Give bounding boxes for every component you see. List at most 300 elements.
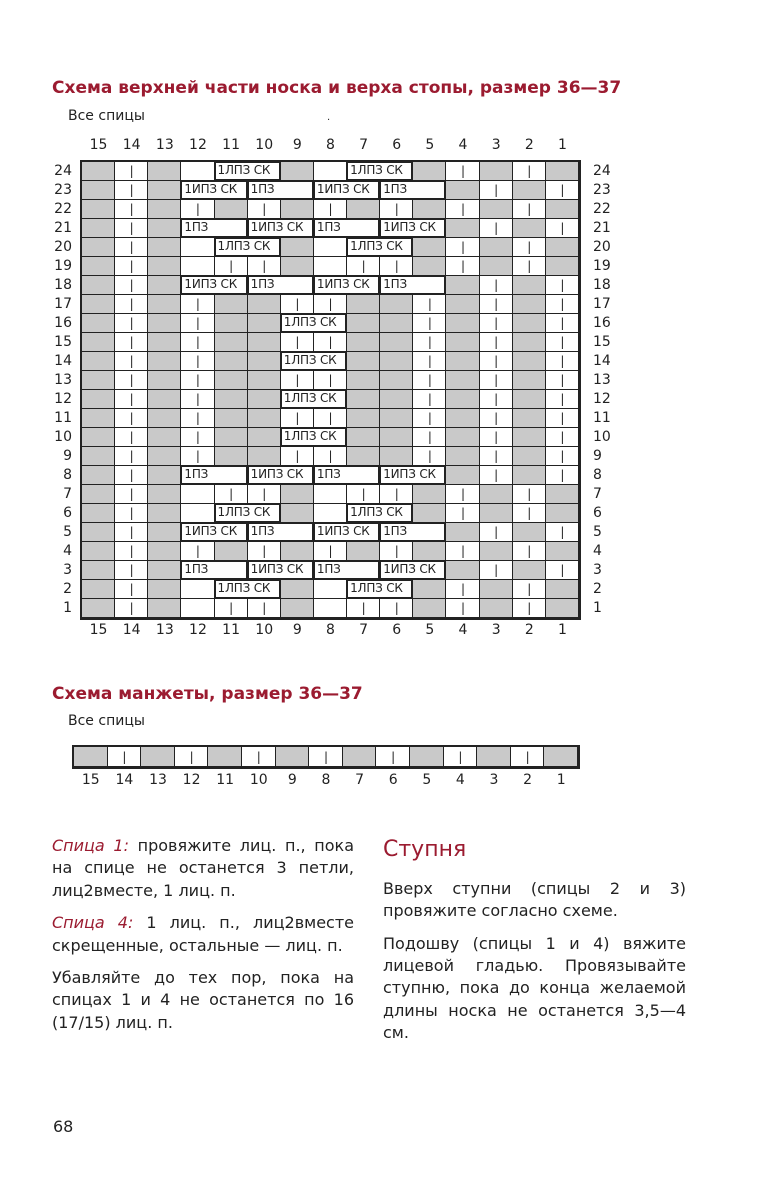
chart-cell xyxy=(513,428,546,447)
chart-cell xyxy=(248,371,281,390)
knit-stitch-mark: | xyxy=(129,316,134,330)
chart-cell xyxy=(446,181,479,200)
chart1-left-row-label: 18 xyxy=(54,277,72,293)
knit-stitch-mark: | xyxy=(527,601,532,615)
cable-symbol: 1ЛПЗ СК xyxy=(214,237,281,257)
chart-cell xyxy=(347,390,380,409)
chart-cell xyxy=(446,352,479,371)
knit-stitch-mark: | xyxy=(394,202,399,216)
knit-stitch-mark: | xyxy=(527,164,532,178)
chart1-right-row-label: 5 xyxy=(593,524,602,540)
col-label: 4 xyxy=(455,772,465,788)
chart-cell xyxy=(513,409,546,428)
knit-stitch-mark: | xyxy=(560,278,565,292)
chart2-grid xyxy=(72,745,580,769)
left-column xyxy=(52,835,354,1044)
cable-symbol: 1ПЗ xyxy=(247,522,314,542)
chart-cell xyxy=(82,485,115,504)
chart-cell xyxy=(380,428,413,447)
chart-cell xyxy=(181,504,214,523)
chart-cell xyxy=(148,295,181,314)
knit-stitch-mark: | xyxy=(527,259,532,273)
chart-cell xyxy=(314,599,347,618)
chart-cell xyxy=(314,257,347,276)
knit-stitch-mark: | xyxy=(295,335,300,349)
chart-cell xyxy=(148,371,181,390)
chart-cell xyxy=(343,747,377,767)
knit-stitch-mark: | xyxy=(391,749,396,764)
chart1-right-row-label: 12 xyxy=(593,391,611,407)
col-label: 3 xyxy=(491,137,501,153)
knit-stitch-mark: | xyxy=(461,202,466,216)
col-label: 10 xyxy=(255,137,274,153)
cable-symbol: 1ИПЗ СК xyxy=(313,522,380,542)
cable-symbol: 1ПЗ xyxy=(180,560,247,580)
chart-cell xyxy=(148,485,181,504)
knit-stitch-mark: | xyxy=(195,449,200,463)
col-label: 2 xyxy=(523,772,533,788)
needle-1-label: Спица 1: xyxy=(52,836,129,855)
knit-stitch-mark: | xyxy=(560,563,565,577)
col-label: 7 xyxy=(359,137,369,153)
col-label: 14 xyxy=(122,622,141,638)
knit-stitch-mark: | xyxy=(494,525,499,539)
knit-stitch-mark: | xyxy=(560,183,565,197)
chart-cell xyxy=(148,466,181,485)
right-column xyxy=(383,835,686,1055)
knit-stitch-mark: | xyxy=(394,259,399,273)
chart-cell xyxy=(82,390,115,409)
foot-heading: Ступня xyxy=(383,837,467,862)
chart-cell xyxy=(82,352,115,371)
chart-cell xyxy=(82,428,115,447)
knit-stitch-mark: | xyxy=(129,506,134,520)
chart-cell xyxy=(446,219,479,238)
chart-cell xyxy=(148,504,181,523)
chart-cell xyxy=(82,409,115,428)
chart-cell xyxy=(446,295,479,314)
cable-symbol: 1ИПЗ СК xyxy=(247,218,314,238)
col-label: 15 xyxy=(89,622,108,638)
chart-cell xyxy=(82,542,115,561)
chart-cell xyxy=(477,747,511,767)
knit-stitch-mark: | xyxy=(394,487,399,501)
knit-stitch-mark: | xyxy=(129,582,134,596)
chart-cell xyxy=(513,466,546,485)
cable-symbol: 1ПЗ xyxy=(313,218,380,238)
paragraph-foot-top: Вверх ступни (спицы 2 и 3) провяжите согласно схеме. xyxy=(383,878,686,921)
chart-cell xyxy=(215,352,248,371)
col-label: 6 xyxy=(388,772,398,788)
cable-symbol: 1ПЗ xyxy=(379,180,446,200)
chart-cell xyxy=(82,162,115,181)
chart1-right-row-label: 15 xyxy=(593,334,611,350)
chart-cell xyxy=(82,200,115,219)
chart-cell xyxy=(446,428,479,447)
chart-cell xyxy=(413,162,446,181)
chart1-right-row-label: 14 xyxy=(593,353,611,369)
knit-stitch-mark: | xyxy=(189,749,194,764)
chart-cell xyxy=(380,352,413,371)
chart-cell xyxy=(148,580,181,599)
chart1-right-row-label: 17 xyxy=(593,296,611,312)
knit-stitch-mark: | xyxy=(195,544,200,558)
knit-stitch-mark: | xyxy=(262,487,267,501)
knit-stitch-mark: | xyxy=(527,582,532,596)
knit-stitch-mark: | xyxy=(427,316,432,330)
chart1-left-row-label: 6 xyxy=(63,505,72,521)
chart-cell xyxy=(215,295,248,314)
chart-cell xyxy=(281,200,314,219)
knit-stitch-mark: | xyxy=(129,183,134,197)
knit-stitch-mark: | xyxy=(427,411,432,425)
knit-stitch-mark: | xyxy=(195,430,200,444)
chart-cell xyxy=(347,314,380,333)
chart-cell xyxy=(82,447,115,466)
needle-4-text: 1 лиц. п., лиц2вместе скрещенные, остальные — лиц. п. xyxy=(52,913,354,955)
knit-stitch-mark: | xyxy=(361,601,366,615)
chart-cell xyxy=(82,314,115,333)
knit-stitch-mark: | xyxy=(129,373,134,387)
chart-cell xyxy=(148,390,181,409)
chart-cell xyxy=(513,352,546,371)
chart-cell xyxy=(380,409,413,428)
chart-cell xyxy=(347,200,380,219)
knit-stitch-mark: | xyxy=(328,411,333,425)
col-label: 1 xyxy=(557,622,567,638)
chart1-right-row-label: 2 xyxy=(593,581,602,597)
col-label: 5 xyxy=(422,772,432,788)
chart-cell xyxy=(248,333,281,352)
col-label: 4 xyxy=(458,622,468,638)
chart1-left-row-label: 8 xyxy=(63,467,72,483)
chart-cell xyxy=(413,257,446,276)
knit-stitch-mark: | xyxy=(295,373,300,387)
cable-symbol: 1ИПЗ СК xyxy=(180,522,247,542)
chart-cell xyxy=(82,219,115,238)
chart-cell xyxy=(148,599,181,618)
knit-stitch-mark: | xyxy=(129,411,134,425)
chart-cell xyxy=(248,352,281,371)
chart1-right-row-label: 6 xyxy=(593,505,602,521)
cable-symbol: 1ПЗ xyxy=(247,275,314,295)
cable-symbol: 1ЛПЗ СК xyxy=(346,161,413,181)
chart-cell xyxy=(347,447,380,466)
chart1-left-row-label: 3 xyxy=(63,562,72,578)
cable-symbol: 1ЛПЗ СК xyxy=(214,579,281,599)
knit-stitch-mark: | xyxy=(427,354,432,368)
knit-stitch-mark: | xyxy=(262,601,267,615)
chart-cell xyxy=(380,447,413,466)
needle-4-label: Спица 4: xyxy=(52,913,134,933)
knit-stitch-mark: | xyxy=(361,259,366,273)
chart-cell xyxy=(248,390,281,409)
cable-symbol: 1ИПЗ СК xyxy=(313,180,380,200)
chart-cell xyxy=(480,542,513,561)
knit-stitch-mark: | xyxy=(129,221,134,235)
chart-cell xyxy=(446,333,479,352)
chart-cell xyxy=(446,447,479,466)
knit-stitch-mark: | xyxy=(229,601,234,615)
chart-cell xyxy=(82,333,115,352)
knit-stitch-mark: | xyxy=(494,563,499,577)
chart-cell xyxy=(148,542,181,561)
chart-cell xyxy=(82,257,115,276)
chart1-col-labels-top xyxy=(82,137,579,157)
cable-symbol: 1ПЗ xyxy=(180,465,247,485)
knit-stitch-mark: | xyxy=(458,749,463,764)
knit-stitch-mark: | xyxy=(494,183,499,197)
chart1-dot: . xyxy=(327,112,331,123)
chart1-left-row-label: 10 xyxy=(54,429,72,445)
chart1-right-row-label: 7 xyxy=(593,486,602,502)
cable-symbol: 1ИПЗ СК xyxy=(180,180,247,200)
chart1-left-row-label: 16 xyxy=(54,315,72,331)
cable-symbol: 1ПЗ xyxy=(313,465,380,485)
knit-stitch-mark: | xyxy=(394,544,399,558)
knit-stitch-mark: | xyxy=(494,468,499,482)
col-label: 7 xyxy=(359,622,369,638)
chart-cell xyxy=(215,428,248,447)
col-label: 14 xyxy=(122,137,141,153)
col-label: 10 xyxy=(255,622,274,638)
paragraph-needle-4 xyxy=(52,912,354,957)
chart-cell xyxy=(181,257,214,276)
col-label: 11 xyxy=(222,622,240,638)
col-label: 9 xyxy=(292,137,302,153)
chart-cell xyxy=(347,371,380,390)
chart-cell xyxy=(380,314,413,333)
chart-cell xyxy=(446,409,479,428)
chart-cell xyxy=(347,352,380,371)
cable-symbol: 1ЛПЗ СК xyxy=(214,161,281,181)
knit-stitch-mark: | xyxy=(129,259,134,273)
chart1-right-row-label: 3 xyxy=(593,562,602,578)
chart-cell xyxy=(546,485,579,504)
chart-cell xyxy=(215,409,248,428)
chart-cell xyxy=(413,504,446,523)
chart-cell xyxy=(513,371,546,390)
chart1-right-row-label: 10 xyxy=(593,429,611,445)
knit-stitch-mark: | xyxy=(295,411,300,425)
chart-cell xyxy=(480,257,513,276)
cable-symbol: 1ИПЗ СК xyxy=(379,218,446,238)
knit-stitch-mark: | xyxy=(129,202,134,216)
col-label: 9 xyxy=(292,622,302,638)
cable-symbol: 1ЛПЗ СК xyxy=(346,237,413,257)
knit-stitch-mark: | xyxy=(461,544,466,558)
chart1-left-row-label: 20 xyxy=(54,239,72,255)
chart-cell xyxy=(281,542,314,561)
chart-cell xyxy=(446,371,479,390)
knit-stitch-mark: | xyxy=(129,525,134,539)
knit-stitch-mark: | xyxy=(229,487,234,501)
chart-cell xyxy=(148,523,181,542)
chart-cell xyxy=(413,580,446,599)
chart1-left-row-label: 9 xyxy=(63,448,72,464)
knit-stitch-mark: | xyxy=(195,316,200,330)
chart-cell xyxy=(74,747,108,767)
col-label: 7 xyxy=(355,772,365,788)
chart-cell xyxy=(148,238,181,257)
chart-cell xyxy=(314,162,347,181)
chart-cell xyxy=(546,542,579,561)
chart-cell xyxy=(513,523,546,542)
chart-cell xyxy=(82,599,115,618)
col-label: 3 xyxy=(491,622,501,638)
chart-cell xyxy=(380,295,413,314)
cable-symbol: 1ПЗ xyxy=(379,275,446,295)
chart1-left-row-label: 22 xyxy=(54,201,72,217)
knit-stitch-mark: | xyxy=(328,449,333,463)
chart1-left-row-label: 17 xyxy=(54,296,72,312)
chart-cell xyxy=(148,561,181,580)
knit-stitch-mark: | xyxy=(129,392,134,406)
chart-cell xyxy=(513,447,546,466)
chart-cell xyxy=(413,599,446,618)
chart-cell xyxy=(281,504,314,523)
knit-stitch-mark: | xyxy=(461,601,466,615)
knit-stitch-mark: | xyxy=(262,202,267,216)
chart-cell xyxy=(513,561,546,580)
knit-stitch-mark: | xyxy=(122,749,127,764)
col-label: 13 xyxy=(155,137,174,153)
chart-cell xyxy=(215,333,248,352)
chart2-col-labels xyxy=(74,772,578,792)
knit-stitch-mark: | xyxy=(494,316,499,330)
chart-cell xyxy=(181,580,214,599)
chart-cell xyxy=(82,371,115,390)
chart1-right-row-label: 9 xyxy=(593,448,602,464)
knit-stitch-mark: | xyxy=(328,297,333,311)
chart-cell xyxy=(82,561,115,580)
knit-stitch-mark: | xyxy=(494,411,499,425)
chart1-right-row-label: 21 xyxy=(593,220,611,236)
knit-stitch-mark: | xyxy=(195,335,200,349)
col-label: 6 xyxy=(392,622,402,638)
chart-cell xyxy=(148,200,181,219)
chart-cell xyxy=(82,504,115,523)
knit-stitch-mark: | xyxy=(195,297,200,311)
col-label: 11 xyxy=(222,137,240,153)
chart-cell xyxy=(148,314,181,333)
chart-cell xyxy=(347,542,380,561)
knit-stitch-mark: | xyxy=(427,335,432,349)
chart1-left-row-label: 24 xyxy=(54,163,72,179)
cable-symbol: 1ЛПЗ СК xyxy=(346,579,413,599)
knit-stitch-mark: | xyxy=(195,202,200,216)
knit-stitch-mark: | xyxy=(129,487,134,501)
col-label: 8 xyxy=(326,622,335,638)
cable-symbol: 1ИПЗ СК xyxy=(247,560,314,580)
col-label: 11 xyxy=(216,772,235,788)
cable-symbol: 1ИПЗ СК xyxy=(247,465,314,485)
knit-stitch-mark: | xyxy=(262,259,267,273)
cable-symbol: 1ЛПЗ СК xyxy=(280,313,347,333)
chart1-left-row-label: 21 xyxy=(54,220,72,236)
chart1-note: Все спицы xyxy=(68,108,145,124)
chart-cell xyxy=(148,333,181,352)
chart-cell xyxy=(380,333,413,352)
chart1-right-row-label: 24 xyxy=(593,163,611,179)
paragraph-decrease: Убавляйте до тех пор, пока на спицах 1 и 4 не останется по 16 (17/15) лиц. п. xyxy=(52,967,354,1032)
cable-symbol: 1ПЗ xyxy=(247,180,314,200)
chart1-left-row-label: 15 xyxy=(54,334,72,350)
chart-cell xyxy=(544,747,578,767)
chart-cell xyxy=(248,295,281,314)
knit-stitch-mark: | xyxy=(560,297,565,311)
col-label: 1 xyxy=(557,137,567,153)
chart-cell xyxy=(281,485,314,504)
cable-symbol: 1ПЗ xyxy=(313,560,380,580)
knit-stitch-mark: | xyxy=(195,373,200,387)
col-label: 1 xyxy=(556,772,566,788)
col-label: 15 xyxy=(81,772,100,788)
col-label: 4 xyxy=(458,137,468,153)
chart-cell xyxy=(148,257,181,276)
col-label: 15 xyxy=(89,137,108,153)
chart-cell xyxy=(413,485,446,504)
knit-stitch-mark: | xyxy=(295,297,300,311)
knit-stitch-mark: | xyxy=(494,449,499,463)
knit-stitch-mark: | xyxy=(328,335,333,349)
col-label: 8 xyxy=(326,137,335,153)
chart-cell xyxy=(82,238,115,257)
paragraph-needle-1 xyxy=(52,835,354,902)
chart1-left-row-label: 7 xyxy=(63,486,72,502)
cable-symbol: 1ЛПЗ СК xyxy=(280,351,347,371)
knit-stitch-mark: | xyxy=(129,164,134,178)
chart1-left-row-label: 5 xyxy=(63,524,72,540)
chart-cell xyxy=(513,333,546,352)
knit-stitch-mark: | xyxy=(560,525,565,539)
cable-symbol: 1ИПЗ СК xyxy=(180,275,247,295)
chart-cell xyxy=(513,219,546,238)
chart-cell xyxy=(413,542,446,561)
chart-cell xyxy=(546,257,579,276)
chart-cell xyxy=(82,466,115,485)
chart-cell xyxy=(480,580,513,599)
knit-stitch-mark: | xyxy=(494,430,499,444)
chart-cell xyxy=(446,523,479,542)
knit-stitch-mark: | xyxy=(560,335,565,349)
page-number: 68 xyxy=(53,1117,74,1136)
col-label: 13 xyxy=(155,622,174,638)
knit-stitch-mark: | xyxy=(129,468,134,482)
cable-symbol: 1ПЗ xyxy=(180,218,247,238)
chart1-left-row-label: 19 xyxy=(54,258,72,274)
knit-stitch-mark: | xyxy=(461,240,466,254)
chart-cell xyxy=(314,485,347,504)
col-label: 14 xyxy=(115,772,134,788)
chart-cell xyxy=(148,219,181,238)
chart-cell xyxy=(82,523,115,542)
chart-cell xyxy=(513,390,546,409)
chart-cell xyxy=(181,485,214,504)
knit-stitch-mark: | xyxy=(129,354,134,368)
chart-cell xyxy=(480,200,513,219)
chart-cell xyxy=(181,162,214,181)
chart-cell xyxy=(513,276,546,295)
col-label: 12 xyxy=(182,772,201,788)
chart1-left-row-label: 11 xyxy=(54,410,72,426)
knit-stitch-mark: | xyxy=(560,373,565,387)
chart-cell xyxy=(215,371,248,390)
chart-cell xyxy=(446,314,479,333)
knit-stitch-mark: | xyxy=(256,749,261,764)
knit-stitch-mark: | xyxy=(527,544,532,558)
chart-cell xyxy=(148,181,181,200)
